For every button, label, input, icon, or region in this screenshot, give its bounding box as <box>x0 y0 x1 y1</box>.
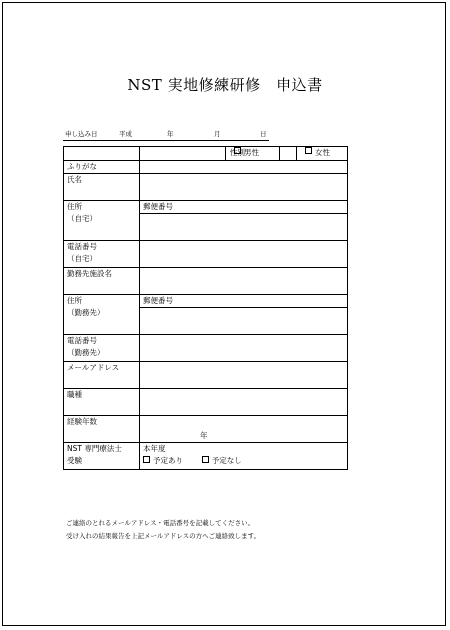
job-type-input[interactable] <box>140 389 348 416</box>
home-phone-label <box>64 241 140 268</box>
page-title: NST 実地修練研修 申込書 <box>127 76 323 94</box>
experience-years-input[interactable] <box>140 416 348 443</box>
table-row <box>64 362 348 389</box>
table-row <box>64 268 348 295</box>
month-label: 月 <box>214 130 221 138</box>
this-year-label: 本年度 <box>143 444 166 453</box>
nst-exam-sub-text: 受験 <box>67 456 82 465</box>
work-address-sub-text: （勤務先） <box>67 308 105 317</box>
table-row <box>64 443 348 470</box>
gender-options <box>244 147 348 161</box>
home-phone-sub-text: （自宅） <box>67 254 97 263</box>
application-date-line <box>63 128 269 141</box>
work-phone-input[interactable] <box>140 335 348 362</box>
experience-years-label: 経験年数 <box>64 416 140 443</box>
experience-unit-label: 年 <box>200 431 208 440</box>
day-label: 日 <box>260 130 267 138</box>
gender-label: 性別 <box>226 147 280 161</box>
note-line: ご連絡のとれるメールアドレス・電話番号を記載してください。 <box>66 519 255 527</box>
table-row <box>64 201 348 214</box>
home-address-label <box>64 201 140 241</box>
email-label: メールアドレス <box>64 362 140 389</box>
home-address-label-text: 住所 <box>67 202 82 211</box>
furigana-input[interactable] <box>140 161 348 174</box>
work-address-label-text: 住所 <box>67 296 82 305</box>
year-label: 年 <box>167 130 174 138</box>
application-date-label: 申し込み日 <box>65 130 98 138</box>
table-row <box>64 335 348 362</box>
planned-label: 予定あり <box>153 456 183 465</box>
era-label: 平成 <box>119 130 132 138</box>
email-input[interactable] <box>140 362 348 389</box>
male-label: 男性 <box>244 148 259 157</box>
female-checkbox[interactable] <box>305 147 312 154</box>
home-address-input[interactable] <box>140 214 348 241</box>
not-planned-label: 予定なし <box>211 456 242 465</box>
home-phone-label-text: 電話番号 <box>67 242 97 251</box>
application-form-table <box>63 146 348 470</box>
female-label: 女性 <box>315 148 330 157</box>
work-phone-label-text: 電話番号 <box>67 336 97 345</box>
table-row <box>64 389 348 416</box>
table-row <box>64 241 348 268</box>
home-address-sub-text: （自宅） <box>67 214 97 223</box>
blank-cell <box>140 147 226 161</box>
blank-cell <box>64 147 140 161</box>
name-input[interactable] <box>140 174 348 201</box>
home-postal-code-field[interactable]: 郵便番号 <box>140 201 348 214</box>
work-phone-label <box>64 335 140 362</box>
table-row <box>64 174 348 201</box>
workplace-name-input[interactable] <box>140 268 348 295</box>
job-type-label: 職種 <box>64 389 140 416</box>
workplace-name-label: 勤務先施設名 <box>64 268 140 295</box>
notes <box>66 517 260 543</box>
work-phone-sub-text: （勤務先） <box>67 348 105 357</box>
table-row <box>64 147 348 161</box>
work-address-input[interactable] <box>140 308 348 335</box>
note-line: 受け入れの結果報告を上記メールアドレスの方へご連絡致します。 <box>66 532 261 540</box>
furigana-label: ふりがな <box>64 161 140 174</box>
home-phone-input[interactable] <box>140 241 348 268</box>
nst-exam-label-text: NST 専門療法士 <box>67 444 122 453</box>
nst-exam-label <box>64 443 140 470</box>
male-checkbox[interactable] <box>234 147 241 154</box>
work-address-label <box>64 295 140 335</box>
name-label: 氏名 <box>64 174 140 201</box>
table-row <box>64 295 348 308</box>
not-planned-checkbox[interactable] <box>202 456 209 463</box>
table-row <box>64 416 348 443</box>
nst-exam-options <box>140 443 348 470</box>
planned-checkbox[interactable] <box>143 456 150 463</box>
table-row <box>64 161 348 174</box>
work-postal-code-field[interactable]: 郵便番号 <box>140 295 348 308</box>
